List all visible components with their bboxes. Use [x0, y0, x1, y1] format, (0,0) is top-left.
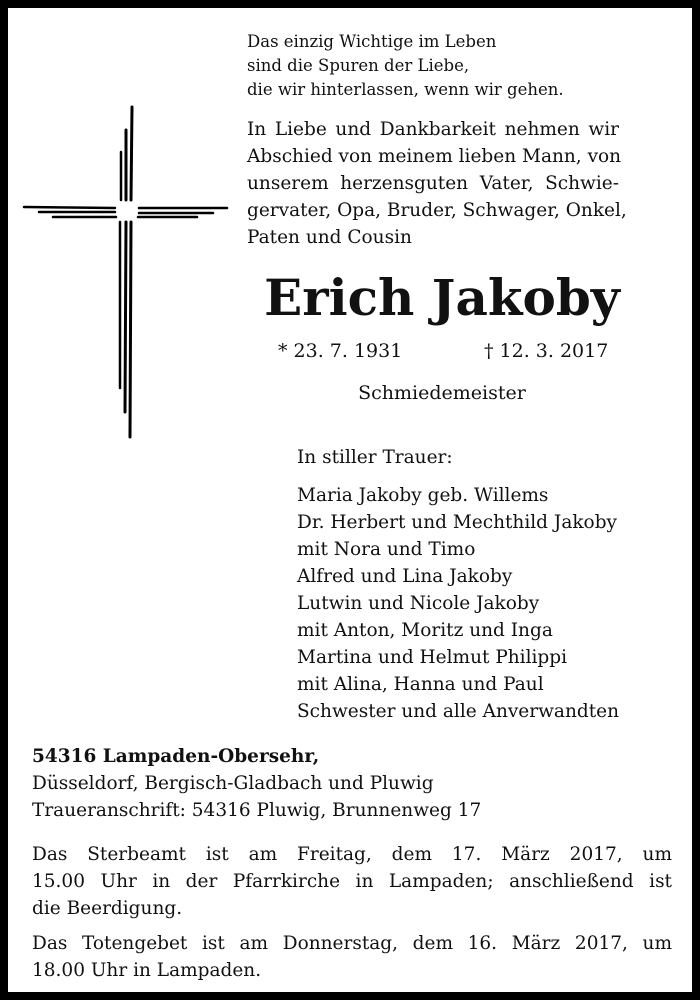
place: 54316 Lampaden-Obersehr, — [32, 746, 320, 767]
mourning-address: Traueranschrift: 54316 Pluwig, Brunnenweg 17 — [32, 800, 482, 821]
mourner: Alfred und Lina Jakoby — [297, 566, 513, 587]
address-block — [32, 743, 481, 824]
verse — [247, 30, 564, 102]
cross-icon — [0, 0, 240, 450]
mourners-list — [297, 482, 619, 725]
deceased-name: Erich Jakoby — [264, 268, 620, 327]
birth-date: * 23. 7. 1931 — [278, 340, 403, 362]
intro-line: Paten und Cousin — [247, 227, 412, 248]
cities: Düsseldorf, Bergisch-Gladbach und Pluwig — [32, 773, 434, 794]
mourner: Martina und Helmut Philippi — [297, 647, 568, 668]
intro-line: gervater, Opa, Bruder, Schwager, Onkel, — [247, 200, 627, 221]
mourners-heading: In stiller Trauer: — [297, 447, 453, 468]
funeral-line: 15.00 Uhr in der Pfarrkirche in Lampaden; anschließend ist — [32, 871, 672, 892]
mourner: mit Alina, Hanna und Paul — [297, 674, 544, 695]
intro-line: In Liebe und Dankbarkeit nehmen wir — [247, 119, 619, 140]
death-date: † 12. 3. 2017 — [484, 340, 609, 362]
intro-text — [247, 116, 627, 251]
verse-line: die wir hinterlassen, wenn wir gehen. — [247, 80, 564, 99]
mourner: Schwester und alle Anverwandten — [297, 701, 620, 722]
mourner: Dr. Herbert und Mechthild Jakoby — [297, 512, 617, 533]
mourner: mit Anton, Moritz und Inga — [297, 620, 553, 641]
mourner: Maria Jakoby geb. Willems — [297, 485, 549, 506]
intro-line: unserem herzensguten Vater, Schwie- — [247, 173, 619, 194]
funeral-line: die Beerdigung. — [32, 898, 183, 919]
mourner: mit Nora und Timo — [297, 539, 476, 560]
verse-line: sind die Spuren der Liebe, — [247, 56, 470, 75]
prayer-line: Das Totengebet ist am Donnerstag, dem 16. März 2017, um — [32, 933, 672, 954]
intro-line: Abschied von meinem lieben Mann, von — [247, 146, 622, 167]
prayer-info — [32, 930, 672, 984]
funeral-line: Das Sterbeamt ist am Freitag, dem 17. März 2017, um — [32, 844, 672, 865]
profession: Schmiedemeister — [358, 382, 526, 404]
funeral-info — [32, 841, 672, 922]
verse-line: Das einzig Wichtige im Leben — [247, 32, 497, 51]
mourner: Lutwin und Nicole Jakoby — [297, 593, 540, 614]
prayer-line: 18.00 Uhr in Lampaden. — [32, 960, 262, 981]
